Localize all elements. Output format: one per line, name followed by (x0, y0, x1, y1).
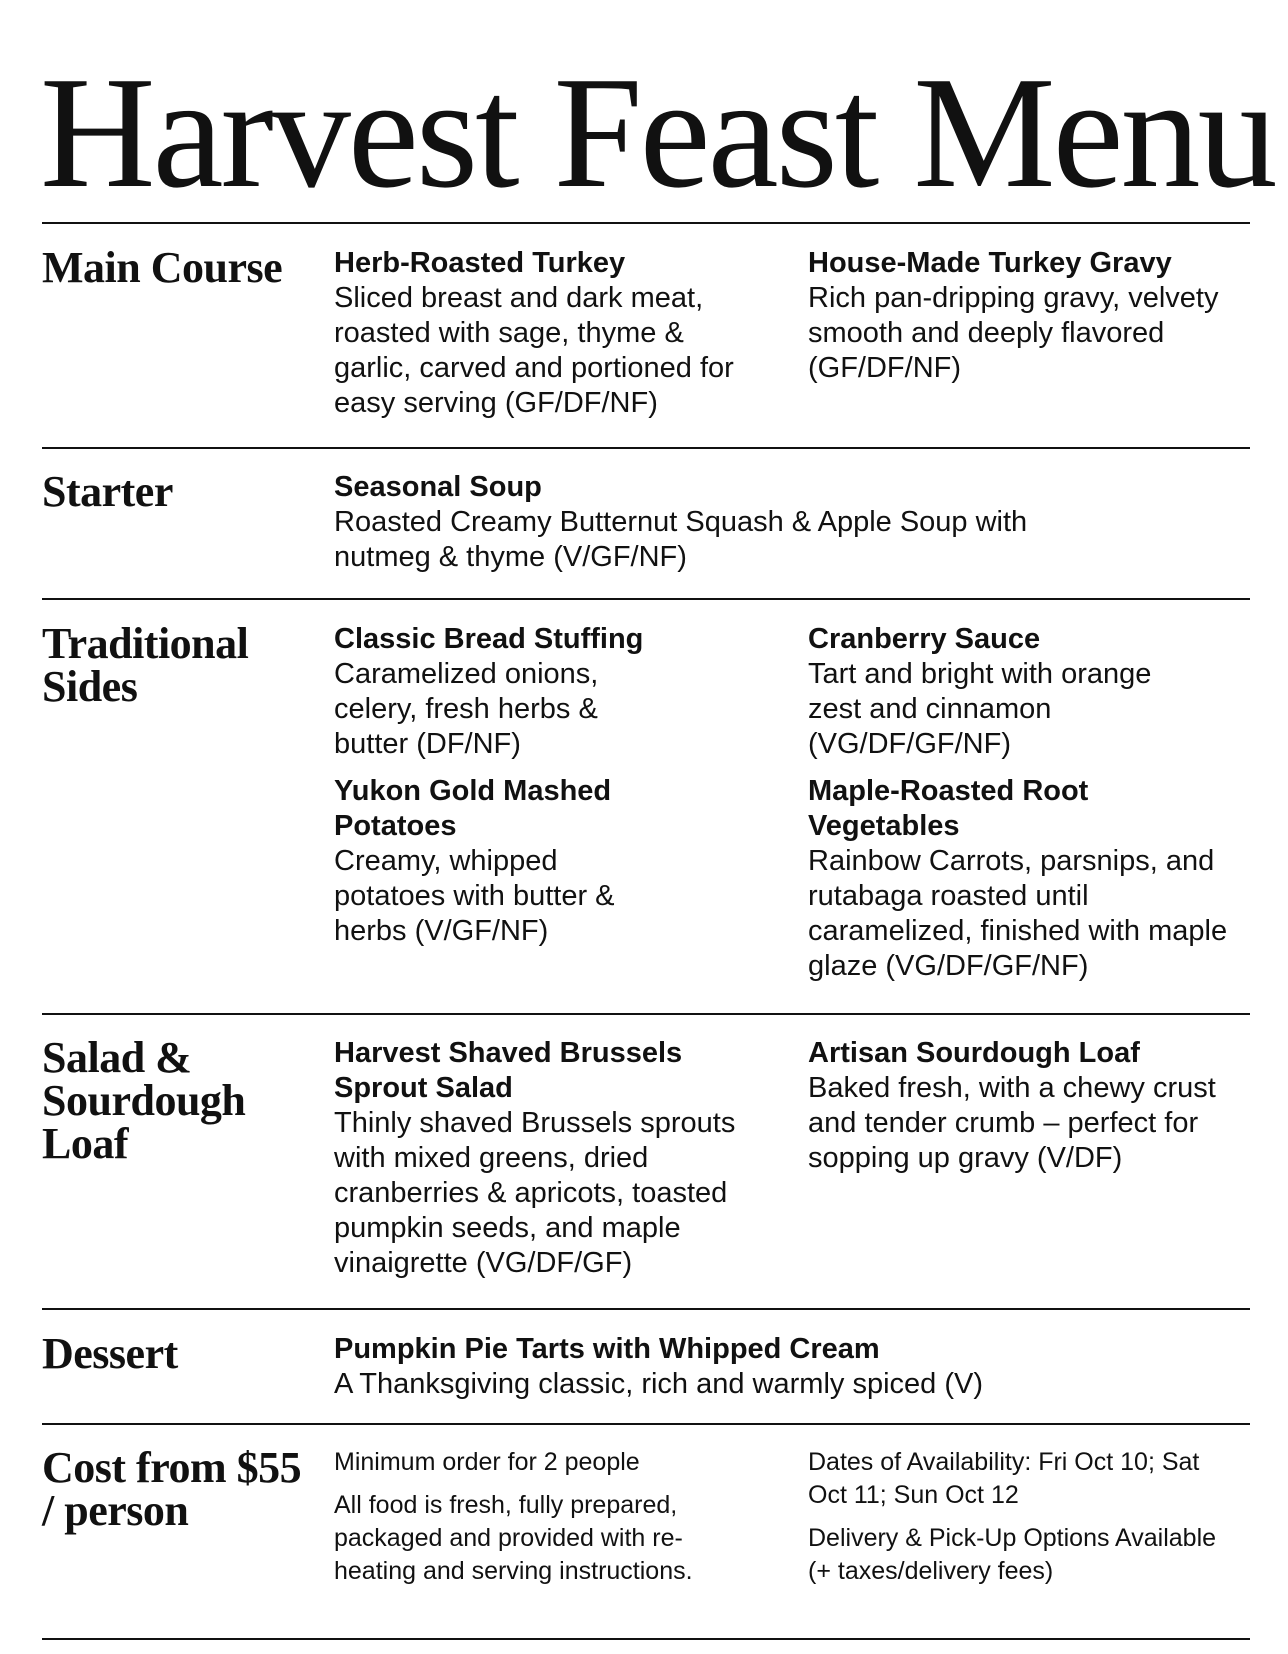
notes-column-right (808, 1446, 1248, 1598)
section-heading: Dessert (42, 1329, 178, 1378)
divider (42, 1308, 1250, 1310)
menu-item (808, 246, 1238, 386)
item-description: Rich pan-dripping gravy, velvety smooth and deeply flavored (GF/DF/NF) (808, 282, 1219, 384)
menu-item (334, 1332, 1234, 1402)
item-description: A Thanksgiving classic, rich and warmly spiced (V) (334, 1368, 983, 1400)
item-name: Cranberry Sauce (808, 623, 1041, 655)
item-description: Thinly shaved Brussels sprouts with mixed greens, dried cranberries & apricots, toasted pumpkin seeds, and maple vinaigrette (VG/DF/GF) (334, 1107, 736, 1279)
food-prep-note: All food is fresh, fully prepared, packaged and provided with re-heating and serving instructions. (334, 1491, 693, 1585)
menu-column-wide (334, 470, 1234, 587)
menu-column-left (334, 1036, 764, 1293)
notes-column-left (334, 1446, 734, 1598)
divider (42, 447, 1250, 449)
menu-item (334, 246, 764, 421)
item-name: Artisan Sourdough Loaf (808, 1037, 1140, 1069)
item-description: Rainbow Carrots, parsnips, and rutabaga roasted until caramelized, finished with maple glaze (VG/DF/GF/NF) (808, 845, 1228, 982)
item-name: Herb-Roasted Turkey (334, 247, 626, 279)
section-heading: Main Course (42, 243, 283, 292)
menu-column-wide (334, 1332, 1234, 1414)
menu-column-right (808, 246, 1238, 398)
delivery-options-note: Delivery & Pick-Up Options Available (+ taxes/delivery fees) (808, 1524, 1217, 1585)
item-name: Maple-Roasted Root Vegetables (808, 775, 1089, 842)
menu-item (808, 622, 1238, 762)
item-description: Creamy, whipped potatoes with butter & herbs (V/GF/NF) (334, 845, 615, 947)
menu-item (808, 774, 1238, 984)
item-name: Yukon Gold Mashed Potatoes (334, 775, 612, 842)
menu-item (334, 470, 1234, 575)
divider (42, 598, 1250, 600)
divider (42, 1423, 1250, 1425)
item-description: Caramelized onions, celery, fresh herbs & butter (DF/NF) (334, 658, 599, 760)
item-description: Tart and bright with orange zest and cinnamon (VG/DF/GF/NF) (808, 658, 1152, 760)
item-name: Classic Bread Stuffing (334, 623, 644, 655)
availability-dates-note: Dates of Availability: Fri Oct 10; Sat Oct 11; Sun Oct 12 (808, 1448, 1200, 1509)
menu-item (334, 622, 654, 762)
menu-item (334, 774, 634, 949)
section-heading: Salad & Sourdough Loaf (42, 1033, 246, 1168)
item-name: Harvest Shaved Brussels Sprout Salad (334, 1037, 683, 1104)
section-heading: Traditional Sides (42, 619, 249, 711)
section-heading: Cost from $55 / person (42, 1443, 302, 1535)
menu-column-left (334, 246, 764, 433)
divider (42, 1638, 1250, 1640)
menu-column-right (808, 1036, 1238, 1188)
page-title: Harvest Feast Menu (40, 43, 1275, 221)
menu-column-right (808, 622, 1238, 996)
item-name: House-Made Turkey Gravy (808, 247, 1172, 279)
item-name: Pumpkin Pie Tarts with Whipped Cream (334, 1333, 880, 1365)
divider (42, 1013, 1250, 1015)
item-description: Roasted Creamy Butternut Squash & Apple Soup with nutmeg & thyme (V/GF/NF) (334, 506, 1028, 573)
order-minimum-note: Minimum order for 2 people (334, 1448, 640, 1476)
item-description: Sliced breast and dark meat, roasted with sage, thyme & garlic, carved and portioned for easy serving (GF/DF/NF) (334, 282, 734, 419)
divider (42, 222, 1250, 224)
menu-item (334, 1036, 764, 1281)
section-heading: Starter (42, 467, 173, 516)
item-name: Seasonal Soup (334, 471, 542, 503)
menu-column-left (334, 622, 764, 961)
menu-item (808, 1036, 1238, 1176)
item-description: Baked fresh, with a chewy crust and tender crumb – perfect for sopping up gravy (V/DF) (808, 1072, 1216, 1174)
